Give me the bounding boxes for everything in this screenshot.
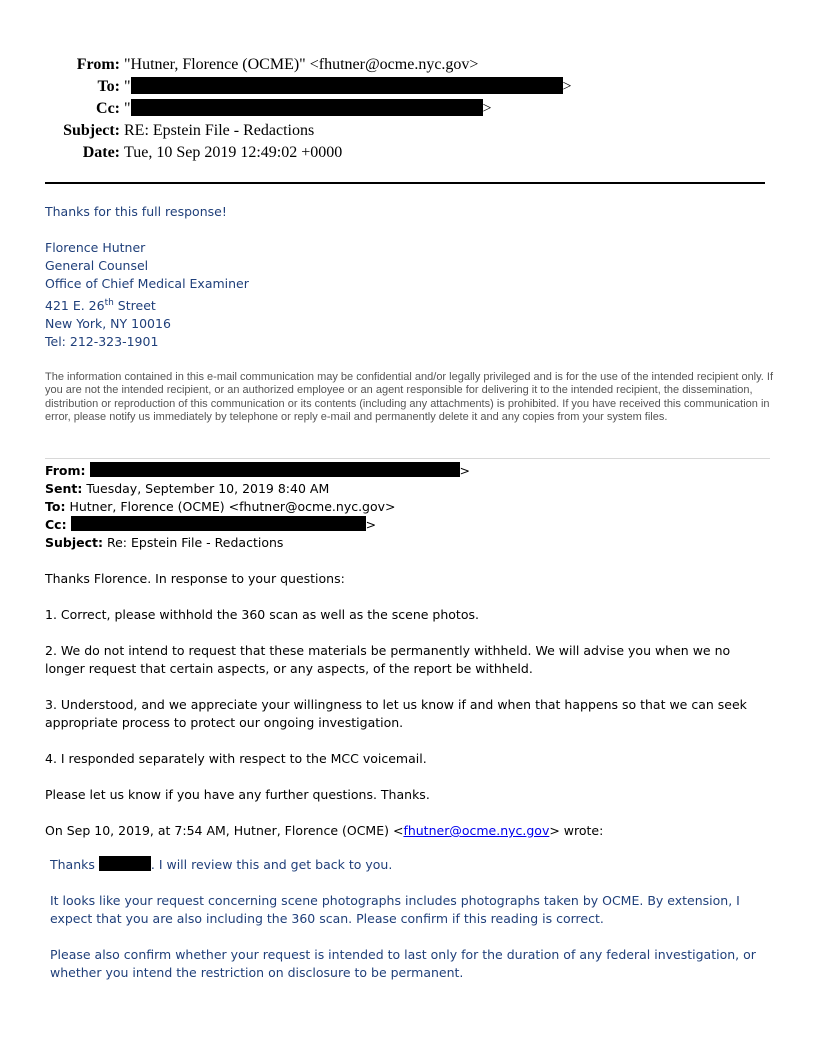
header-from-row <box>40 54 572 76</box>
header-date-row <box>40 142 572 164</box>
quoted-paragraph-3: Please also confirm whether your request is intended to last only for the duration of any federal investigation, or whether you intend the restriction on disclosure to be permanent. <box>50 947 756 980</box>
signature-tel: Tel: 212-323-1901 <box>45 334 159 349</box>
redaction-bar <box>99 856 151 871</box>
forward-divider <box>45 458 770 459</box>
header-from-value: "Hutner, Florence (OCME)" <fhutner@ocme.nyc.gov> <box>124 56 479 73</box>
quoted-line-1: Thanks . I will review this and get back to you. <box>50 857 393 872</box>
email-header <box>40 54 572 164</box>
header-to-row <box>40 76 572 98</box>
quoted-paragraph-2: It looks like your request concerning scene photographs includes photographs taken by OCME. By extension, I expect that you are also including the 360 scan. Please confirm if this reading is correct. <box>50 893 740 926</box>
header-cc-suffix: > <box>482 100 492 117</box>
fwd-cc-row: Cc: > <box>45 517 377 532</box>
message-intro: Thanks Florence. In response to your questions: <box>45 571 345 586</box>
reply-body <box>45 203 227 221</box>
confidentiality-disclaimer: The information contained in this e-mail communication may be confidential and/or legally privileged and is for the use of the intended recipient only. If you are not the intended recipient, or an authorized employee or an agent responsible for delivering it to the intended recipient, the dissemination, distribution or reproduction of this communication or its contents (including any attachments) is prohibited. If you have received this communication in error, please notify us immediately by telephone or reply e-mail and permanently delete it and any copies from your system files. <box>45 371 774 424</box>
signature-street: 421 E. 26th Street <box>45 297 156 313</box>
message-point-4: 4. I responded separately with respect to the MCC voicemail. <box>45 751 427 766</box>
header-cc-label: Cc: <box>96 100 120 117</box>
header-subject-value: RE: Epstein File - Redactions <box>124 122 315 139</box>
header-to-suffix: > <box>562 78 572 95</box>
header-divider <box>45 182 765 184</box>
header-to-label: To: <box>97 78 120 95</box>
redaction-bar <box>131 99 483 116</box>
signature-title: General Counsel <box>45 258 149 273</box>
header-date-label: Date: <box>82 144 120 161</box>
signature-office: Office of Chief Medical Examiner <box>45 276 249 291</box>
signature-city: New York, NY 10016 <box>45 316 171 331</box>
forwarded-header <box>45 462 470 552</box>
fwd-to-row: To: Hutner, Florence (OCME) <fhutner@ocme.nyc.gov> <box>45 499 396 514</box>
header-date-value: Tue, 10 Sep 2019 12:49:02 +0000 <box>124 144 343 161</box>
fwd-subject-row: Subject: Re: Epstein File - Redactions <box>45 535 284 550</box>
message-point-1: 1. Correct, please withhold the 360 scan as well as the scene photos. <box>45 607 479 622</box>
message-point-3: 3. Understood, and we appreciate your willingness to let us know if and when that happens so that we can seek appropriate process to protect our ongoing investigation. <box>45 697 747 730</box>
quote-attribution: On Sep 10, 2019, at 7:54 AM, Hutner, Florence (OCME) <fhutner@ocme.nyc.gov> wrote: <box>45 823 604 838</box>
reply-text: Thanks for this full response! <box>45 204 227 219</box>
redaction-bar <box>90 462 460 477</box>
header-subject-label: Subject: <box>63 122 120 139</box>
redaction-bar <box>71 516 366 531</box>
message-closing: Please let us know if you have any further questions. Thanks. <box>45 787 430 802</box>
fwd-sent-row: Sent: Tuesday, September 10, 2019 8:40 AM <box>45 481 330 496</box>
fwd-from-row: From: > <box>45 463 470 478</box>
header-to-prefix: " <box>124 78 131 95</box>
signature-name: Florence Hutner <box>45 240 146 255</box>
header-from-label: From: <box>76 56 120 73</box>
header-cc-prefix: " <box>124 100 131 117</box>
signature-block <box>45 239 249 351</box>
message-point-2: 2. We do not intend to request that these materials be permanently withheld. We will advise you when we no longer request that certain aspects, or any aspects, of the report be withheld. <box>45 643 731 676</box>
email-link[interactable]: fhutner@ocme.nyc.gov <box>403 823 550 838</box>
header-subject-row <box>40 120 572 142</box>
redaction-bar <box>131 77 563 94</box>
header-cc-row <box>40 98 572 120</box>
